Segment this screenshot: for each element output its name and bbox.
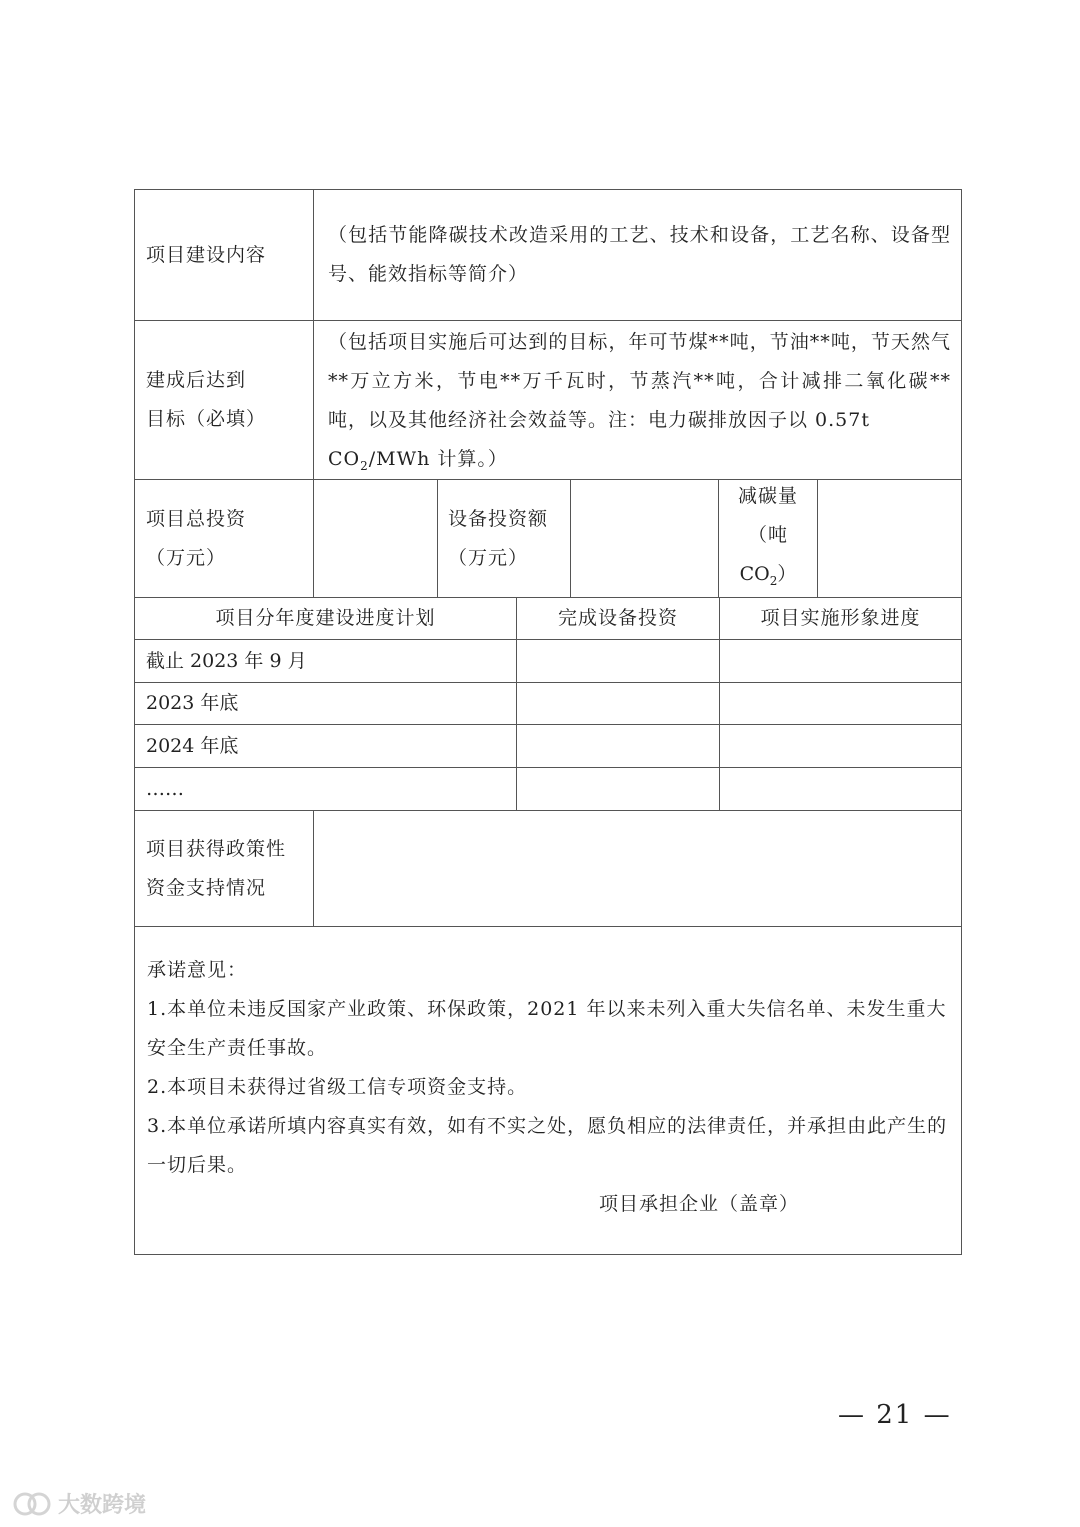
construction-content-label <box>135 190 314 320</box>
watermark-text: 大数跨境 <box>58 1493 147 1518</box>
company-seal-label: 项目承担企业（盖章） <box>598 1193 799 1215</box>
construction-content-note: （包括节能降碳技术改造采用的工艺、技术和设备，工艺名称、设备型号、能效指标等简介） <box>328 224 951 285</box>
equipment-investment-field[interactable] <box>571 480 719 597</box>
targets-note <box>314 321 961 490</box>
targets-note-suffix: /MWh 计算。） <box>368 448 508 470</box>
construction-content-field[interactable] <box>314 190 961 320</box>
schedule-header-plan: 项目分年度建设进度计划 <box>135 598 517 639</box>
schedule-progress-field[interactable] <box>720 725 961 767</box>
schedule-progress-field[interactable] <box>720 768 961 810</box>
total-investment-field[interactable] <box>314 480 438 597</box>
schedule-progress-field[interactable] <box>720 683 961 724</box>
funding-label-line1: 项目获得政策性 <box>146 837 287 860</box>
carbon-reduction-label-line1: 减碳量 <box>737 484 798 507</box>
page-number: — 21 — <box>838 1400 952 1430</box>
commitment-item: 3.本单位承诺所填内容真实有效，如有不实之处，愿负相应的法律责任，并承担由此产生的一切后果。 <box>147 1115 948 1176</box>
carbon-sub: 2 <box>769 573 778 588</box>
targets-label <box>135 321 314 479</box>
funding-row <box>135 811 961 927</box>
carbon-close: ） <box>777 562 797 585</box>
carbon-reduction-label <box>719 480 818 597</box>
schedule-period: 截止 2023 年 9 月 <box>135 640 517 682</box>
targets-note-text: （包括项目实施后可达到的目标，年可节煤**吨，节油**吨，节天然气**万立方米，节电**万千瓦时，节蒸汽**吨，合计减排二氧化碳**吨，以及其他经济社会效益等。注：电力碳排放因子以 0.57t <box>328 331 951 431</box>
construction-content-row <box>135 190 961 321</box>
schedule-row <box>135 768 961 811</box>
schedule-equipment-field[interactable] <box>517 640 720 682</box>
watermark-logo-icon <box>12 1491 52 1517</box>
commitment-item: 2.本项目未获得过省级工信专项资金支持。 <box>147 1076 528 1098</box>
schedule-equipment-field[interactable] <box>517 725 720 767</box>
construction-content-label-text: 项目建设内容 <box>146 243 267 266</box>
total-investment-label-line1: 项目总投资 <box>146 507 247 530</box>
schedule-header-row <box>135 598 961 640</box>
targets-label-line2: 目标（必填） <box>146 408 267 430</box>
targets-note-co: CO <box>328 448 361 470</box>
equipment-investment-label <box>438 480 571 597</box>
equipment-investment-label-line1: 设备投资额 <box>448 507 549 530</box>
funding-field[interactable] <box>314 811 961 926</box>
schedule-row <box>135 640 961 683</box>
schedule-period: …… <box>135 768 517 810</box>
schedule-equipment-field[interactable] <box>517 683 720 724</box>
schedule-equipment-field[interactable] <box>517 768 720 810</box>
targets-note-sub: 2 <box>360 458 369 473</box>
schedule-row <box>135 683 961 725</box>
total-investment-label-line2: （万元） <box>146 546 227 569</box>
funding-label <box>135 811 314 926</box>
targets-field[interactable] <box>314 321 961 479</box>
schedule-header-equipment: 完成设备投资 <box>517 598 720 639</box>
carbon-co: CO <box>739 562 770 585</box>
schedule-period: 2023 年底 <box>135 683 517 724</box>
schedule-period: 2024 年底 <box>135 725 517 767</box>
schedule-progress-field[interactable] <box>720 640 961 682</box>
total-investment-label <box>135 480 314 597</box>
targets-row <box>135 321 961 480</box>
commitment-title: 承诺意见： <box>147 959 248 981</box>
carbon-reduction-label-line2: （吨 <box>747 523 788 546</box>
schedule-row <box>135 725 961 768</box>
commitment-section <box>135 927 961 1254</box>
carbon-reduction-field[interactable] <box>818 480 961 597</box>
watermark <box>12 1488 146 1519</box>
schedule-header-progress: 项目实施形象进度 <box>760 607 921 629</box>
commitment-row <box>135 927 961 1254</box>
investment-row <box>135 480 961 598</box>
carbon-reduction-label-line3 <box>740 555 797 601</box>
funding-label-line2: 资金支持情况 <box>146 876 267 899</box>
commitment-item: 1.本单位未违反国家产业政策、环保政策，2021 年以来未列入重大失信名单、未发生重大安全生产责任事故。 <box>147 998 947 1059</box>
targets-label-line1: 建成后达到 <box>146 369 247 391</box>
equipment-investment-label-line2: （万元） <box>448 546 529 569</box>
application-form-table <box>134 189 962 1255</box>
